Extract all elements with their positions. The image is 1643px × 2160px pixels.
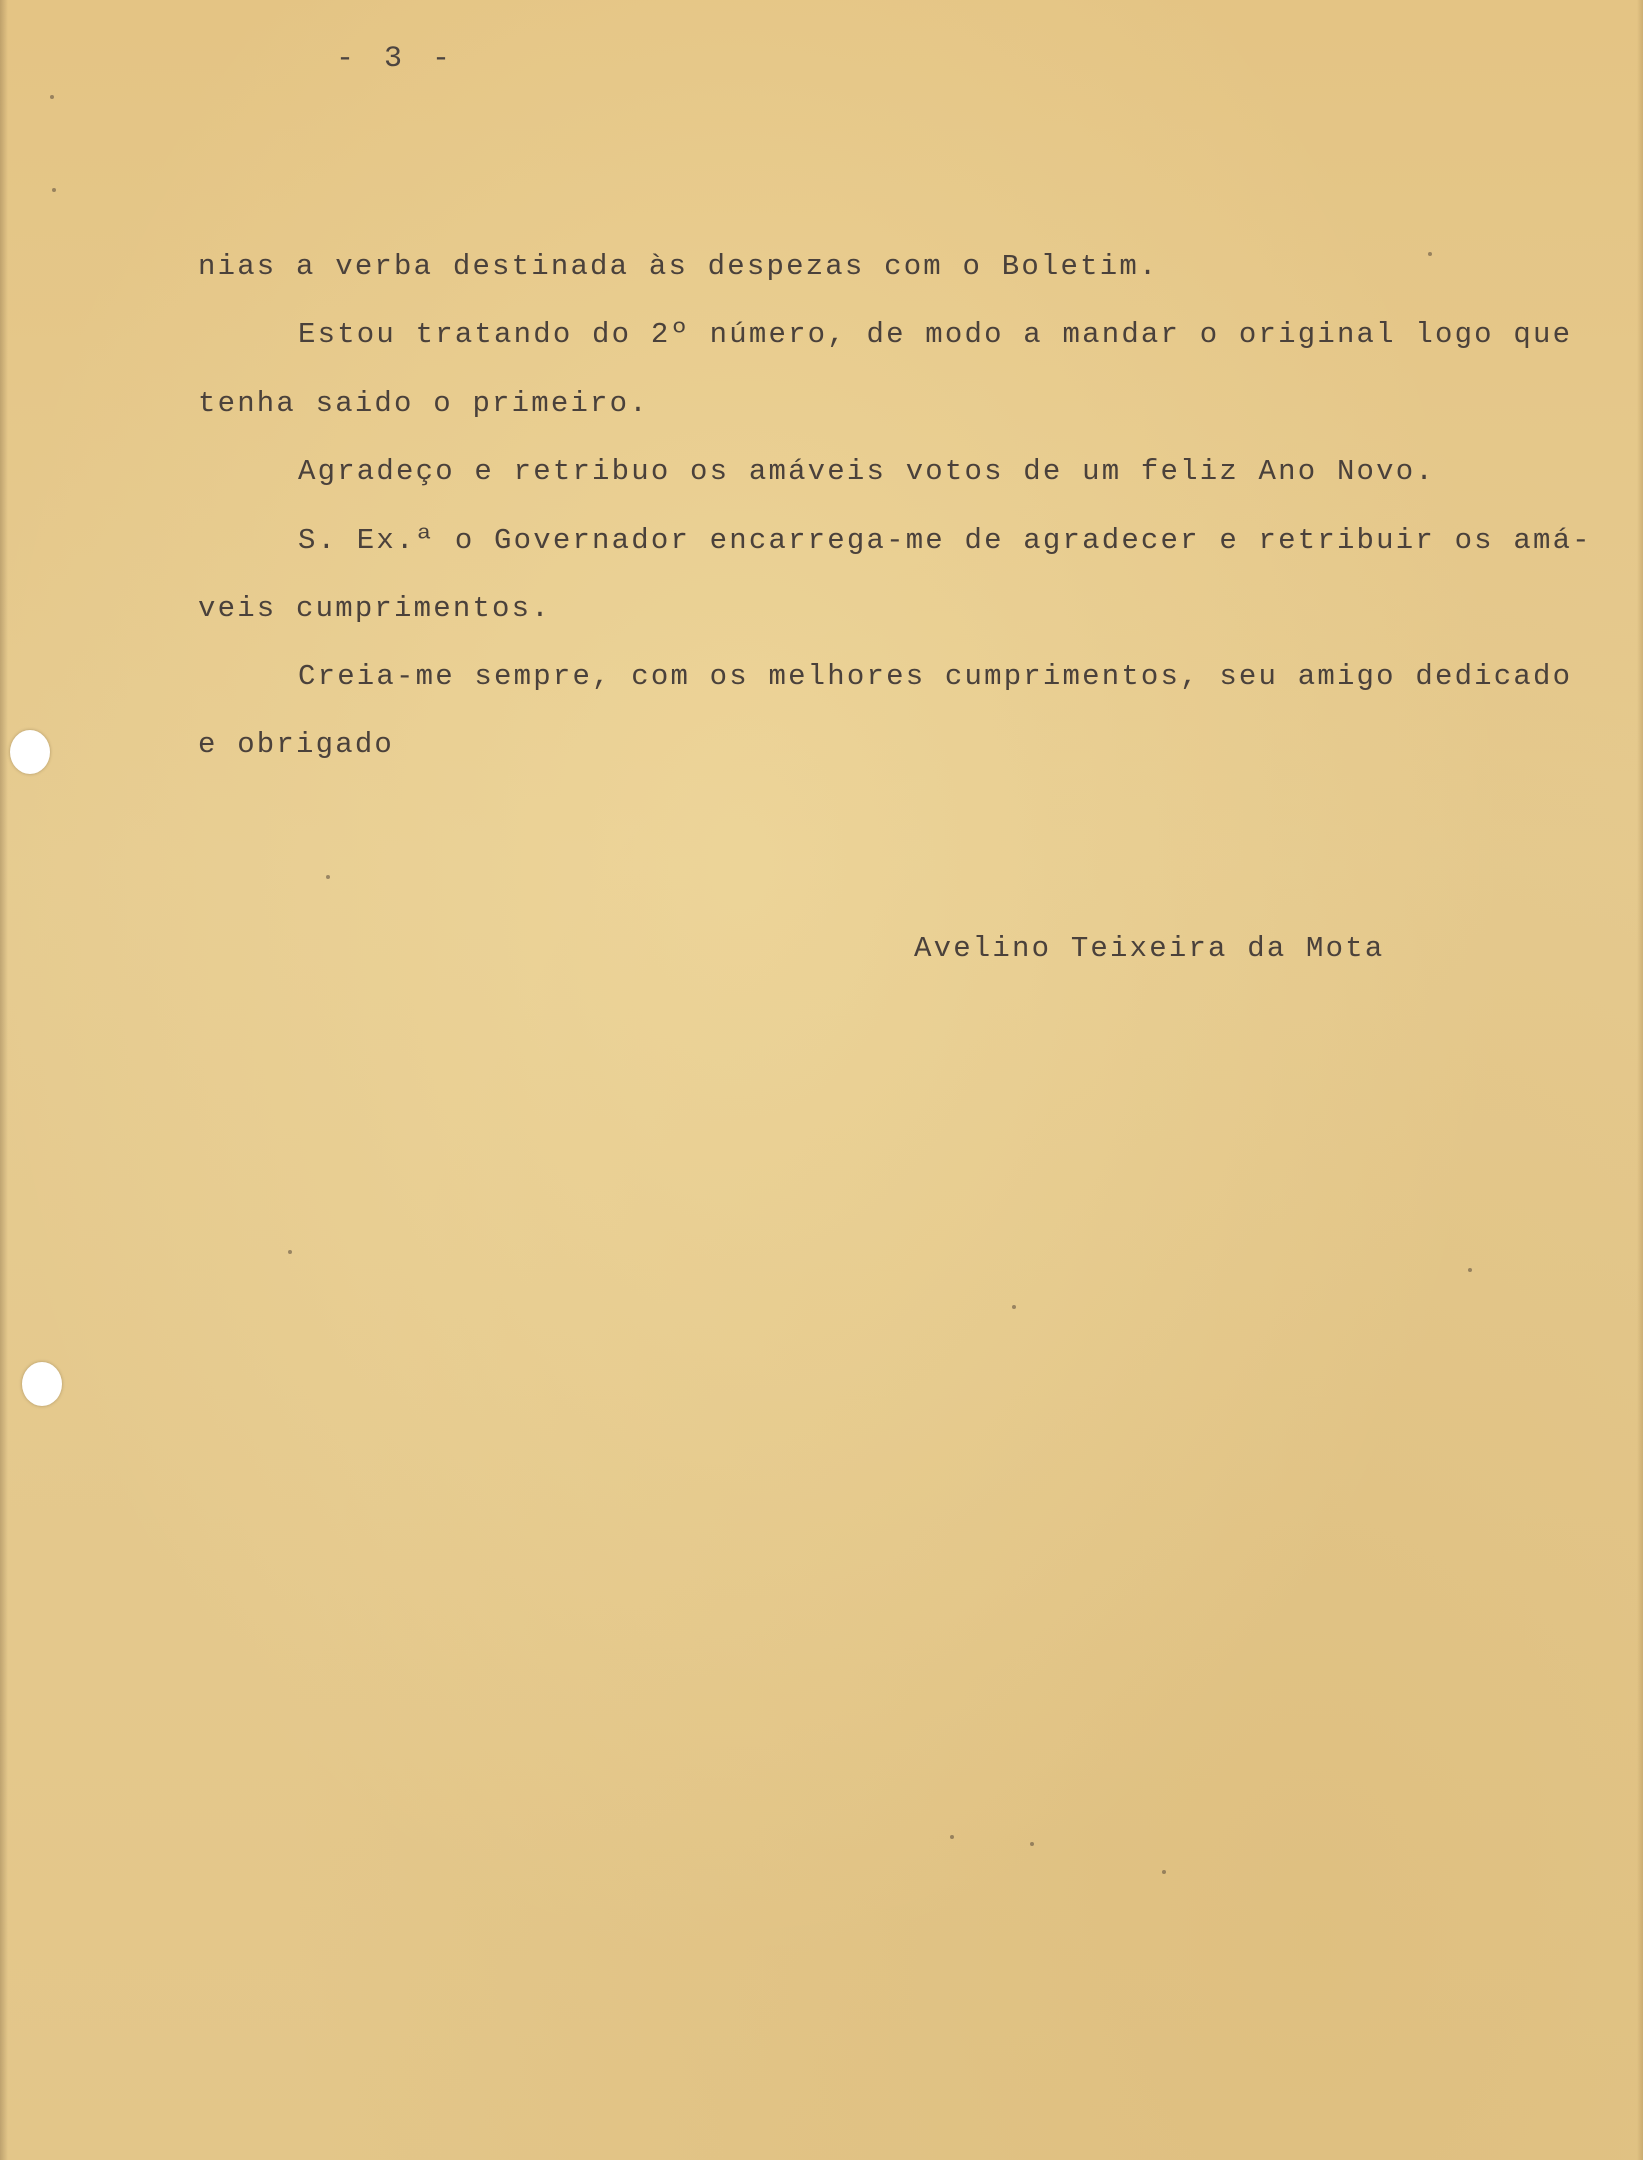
body-line-5: S. Ex.ª o Governador encarrega-me de agradecer e retribuir os amá- bbox=[298, 524, 1592, 557]
punch-hole-upper bbox=[10, 730, 50, 774]
paper-speck bbox=[1468, 1268, 1472, 1272]
punch-hole-lower bbox=[22, 1362, 62, 1406]
body-line-3: tenha saido o primeiro. bbox=[198, 387, 649, 420]
signature-name: Avelino Teixeira da Mota bbox=[914, 932, 1385, 965]
paper-speck bbox=[50, 95, 54, 99]
body-line-6: veis cumprimentos. bbox=[198, 592, 551, 625]
paper-speck bbox=[288, 1250, 292, 1254]
paper-speck bbox=[1162, 1870, 1166, 1874]
paper-speck bbox=[52, 188, 56, 192]
body-line-7: Creia-me sempre, com os melhores cumprimentos, seu amigo dedicado bbox=[298, 660, 1573, 693]
paper-speck bbox=[326, 875, 330, 879]
paper-speck bbox=[1030, 1842, 1034, 1846]
page-number: - 3 - bbox=[336, 42, 457, 76]
paper-edge-right bbox=[1637, 0, 1643, 2160]
paper-edge-left bbox=[0, 0, 8, 2160]
paper-speck bbox=[1012, 1305, 1016, 1309]
paper-speck bbox=[1428, 252, 1432, 256]
body-line-2: Estou tratando do 2º número, de modo a mandar o original logo que bbox=[298, 318, 1573, 351]
body-line-8: e obrigado bbox=[198, 728, 395, 761]
body-line-1: nias a verba destinada às despezas com o Boletim. bbox=[198, 250, 1159, 283]
paper-speck bbox=[950, 1835, 954, 1839]
body-line-4: Agradeço e retribuo os amáveis votos de um feliz Ano Novo. bbox=[298, 455, 1435, 488]
